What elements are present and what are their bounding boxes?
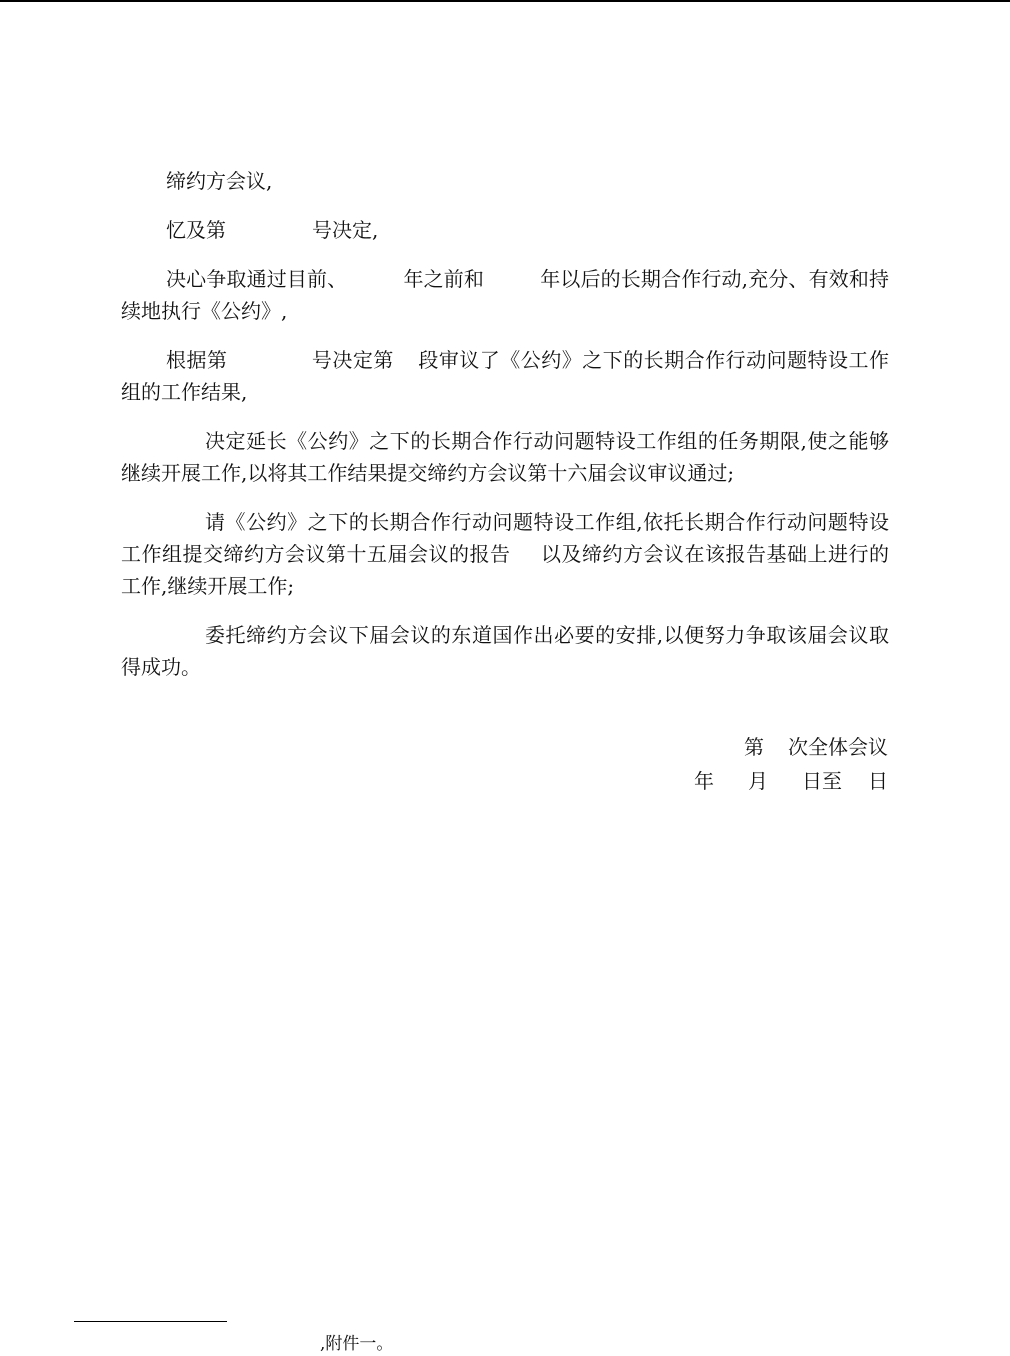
paragraph-preamble-1: 缔约方会议, xyxy=(166,169,273,193)
footnote-rule xyxy=(74,1321,227,1322)
footnote: ,附件一。 xyxy=(320,1334,394,1354)
signature-date: 年 月 日至 日 xyxy=(694,769,888,793)
paragraph-operative-3: 委托缔约方会议下届会议的东道国作出必要的安排,以便努力争取该届会议取得成功。 xyxy=(121,623,889,679)
paragraph-operative-1: 决定延长《公约》之下的长期合作行动问题特设工作组的任务期限,使之能够继续开展工作,以将其工作结果提交缔约方会议第十六届会议审议通过; xyxy=(121,429,889,485)
paragraph-preamble-2: 忆及第 号决定, xyxy=(166,218,379,242)
paragraph-operative-2: 请《公约》之下的长期合作行动问题特设工作组,依托长期合作行动问题特设工作组提交缔约方会议第十五届会议的报告 以及缔约方会议在该报告基础上进行的工作,继续开展工作; xyxy=(121,510,889,598)
signature-session: 第 次全体会议 xyxy=(744,735,888,759)
paragraph-preamble-3: 决心争取通过目前、 年之前和 年以后的长期合作行动,充分、有效和持续地执行《公约》, xyxy=(121,267,890,323)
top-rule xyxy=(0,0,1010,2)
paragraph-preamble-4: 根据第 号决定第 段审议了《公约》之下的长期合作行动问题特设工作组的工作结果, xyxy=(121,348,890,404)
document-body xyxy=(121,165,889,700)
